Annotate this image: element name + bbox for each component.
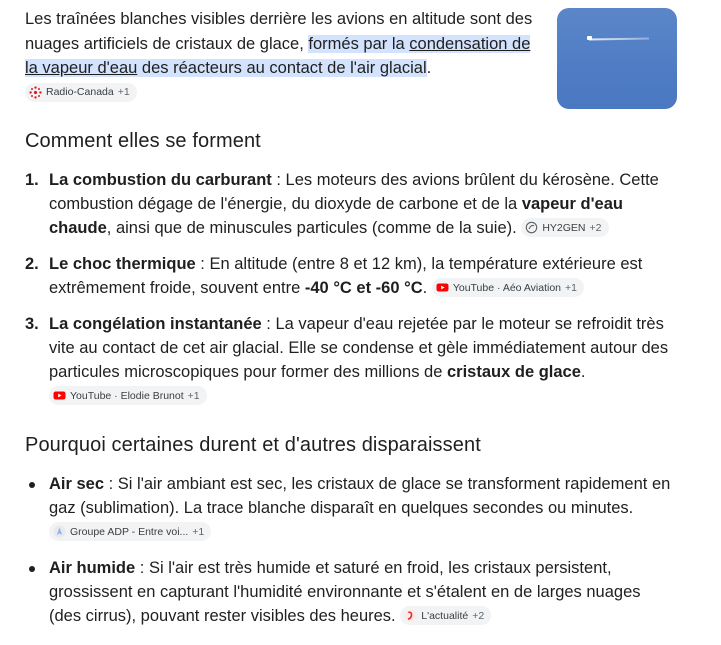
groupe-adp-icon	[53, 525, 66, 538]
youtube-icon	[53, 389, 66, 402]
source-chip-youtube-aeo-aviation[interactable]	[432, 278, 584, 297]
item-number: 2.	[25, 255, 39, 273]
list-item: 2. Le choc thermique : En altitude (entre 8 et 12 km), la température extérieure est extrêmement froide, souvent entre -40 °C et -60 °C. YouTube · Aéo Aviation +1	[25, 252, 675, 300]
source-label: Groupe ADP - Entre voi...	[70, 525, 189, 538]
section-heading-formation: Comment elles se forment	[25, 130, 261, 152]
source-chip-radio-canada[interactable]	[25, 83, 137, 102]
source-chip-groupe-adp[interactable]	[49, 522, 211, 541]
radio-canada-logo-icon	[29, 86, 42, 99]
formation-list	[25, 168, 675, 408]
source-label: L'actualité	[421, 609, 469, 622]
source-more-count: +1	[565, 281, 577, 294]
source-label: HY2GEN	[542, 221, 586, 234]
highlighted-passage: formés par la condensation de la vapeur d'eau des réacteurs au contact de l'air glacial	[25, 34, 531, 77]
highlighted-link[interactable]: condensation de la vapeur d'eau	[25, 34, 531, 77]
source-more-count: +2	[472, 609, 485, 622]
source-more-count: +1	[117, 85, 130, 98]
hy2gen-icon	[525, 221, 538, 234]
intro-paragraph: Les traînées blanches visibles derrière les avions en altitude sont des nuages artificiels de cristaux de glace, formés par la condensation de la vapeur d'eau des réacteurs au contact de l'air glacial. Radio-Canada +1	[25, 7, 535, 105]
duration-list	[25, 472, 675, 628]
list-item: 3. La congélation instantanée : La vapeur d'eau rejetée par le moteur se refroidit très vite au contact de cet air glacial. Elle se condense et gèle immédiatement autour des particules microscopiques pour former des millions de cristaux de glace. YouTube · Elodie Brunot +1	[25, 312, 675, 408]
youtube-icon	[436, 281, 449, 294]
item-number: 1.	[25, 171, 39, 189]
section-heading-duration: Pourquoi certaines durent et d'autres disparaissent	[25, 434, 481, 456]
bullet-icon	[29, 566, 35, 572]
source-label: YouTube · Elodie Brunot	[70, 389, 184, 402]
source-chip-hy2gen[interactable]	[521, 218, 608, 237]
source-chip-youtube-elodie-brunot[interactable]	[49, 386, 207, 405]
plane-dot	[587, 36, 592, 40]
source-more-count: +2	[589, 221, 602, 234]
intro-text: Les traînées blanches visibles derrière les avions en altitude sont des nuages artificiels de cristaux de glace,	[25, 10, 533, 53]
lactualite-icon	[404, 609, 417, 622]
source-label: YouTube · Aéo Aviation	[452, 281, 562, 294]
list-item: Air humide : Si l'air est très humide et saturé en froid, les cristaux persistent, grossissent en capturant l'humidité environnante et s'étalent en de larges nuages (des cirrus), pouvant rester visibles des heures. L'actualité +2	[25, 556, 675, 628]
list-item: 1. La combustion du carburant : Les moteurs des avions brûlent du kérosène. Cette combustion dégage de l'énergie, du dioxyde de carbone et de la vapeur d'eau chaude, ainsi que de minuscules particules (comme de la suie). HY2GEN +2	[25, 168, 675, 240]
contrail-line	[589, 37, 649, 40]
bullet-icon	[29, 482, 35, 488]
source-more-count: +1	[187, 389, 200, 402]
source-label: Radio-Canada	[46, 85, 114, 98]
item-number: 3.	[25, 315, 39, 333]
list-item: Air sec : Si l'air ambiant est sec, les cristaux de glace se transforment rapidement en gaz (sublimation). La trace blanche disparaît en quelques secondes ou minutes. Groupe ADP - Entre voi... +1	[25, 472, 675, 544]
source-more-count: +1	[192, 525, 205, 538]
source-chip-lactualite[interactable]	[400, 606, 491, 625]
contrail-thumbnail[interactable]	[557, 8, 677, 109]
